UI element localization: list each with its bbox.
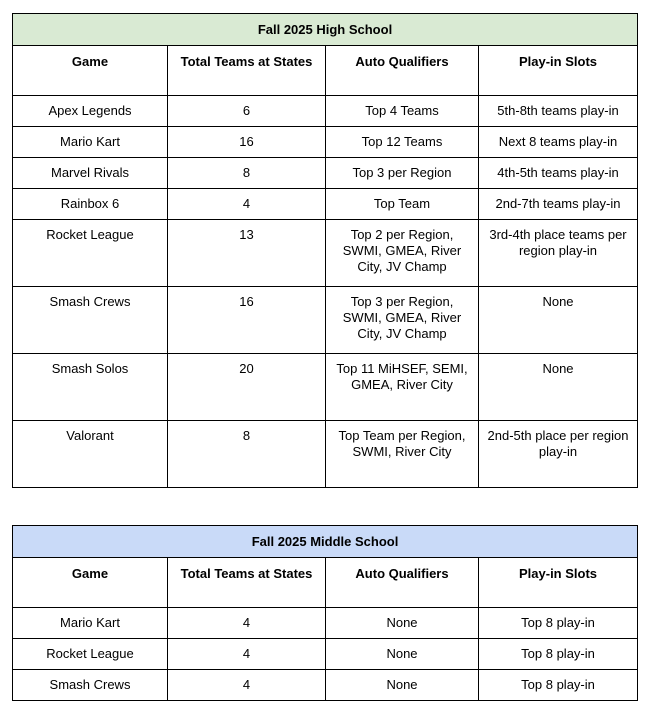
cell-playin-slots: None <box>479 354 638 421</box>
cell-playin-slots: 2nd-7th teams play-in <box>479 189 638 220</box>
table-row <box>13 526 638 558</box>
cell-total-teams: 4 <box>168 189 326 220</box>
cell-total-teams: 4 <box>168 608 326 639</box>
cell-total-teams: 4 <box>168 639 326 670</box>
high-school-table-title: Fall 2025 High School <box>13 14 638 46</box>
cell-auto-qualifiers: None <box>326 608 479 639</box>
table-row <box>13 639 638 670</box>
cell-game: Smash Crews <box>13 670 168 701</box>
table-row <box>13 158 638 189</box>
table-row <box>13 670 638 701</box>
cell-auto-qualifiers: Top 3 per Region, SWMI, GMEA, River City, JV Champ <box>326 287 479 354</box>
cell-game: Rainbox 6 <box>13 189 168 220</box>
cell-auto-qualifiers: Top 2 per Region, SWMI, GMEA, River City, JV Champ <box>326 220 479 287</box>
table-row <box>13 189 638 220</box>
cell-game: Mario Kart <box>13 608 168 639</box>
table-row <box>13 354 638 421</box>
cell-game: Rocket League <box>13 220 168 287</box>
column-header-auto-qualifiers: Auto Qualifiers <box>326 558 479 608</box>
column-header-total-teams: Total Teams at States <box>168 558 326 608</box>
middle-school-table <box>12 525 638 701</box>
cell-game: Valorant <box>13 421 168 488</box>
cell-playin-slots: 2nd-5th place per region play-in <box>479 421 638 488</box>
table-row <box>13 46 638 96</box>
cell-auto-qualifiers: Top 4 Teams <box>326 96 479 127</box>
high-school-table <box>12 13 638 488</box>
table-row <box>13 558 638 608</box>
table-row <box>13 421 638 488</box>
middle-school-table-title: Fall 2025 Middle School <box>13 526 638 558</box>
cell-game: Rocket League <box>13 639 168 670</box>
cell-playin-slots: 3rd-4th place teams per region play-in <box>479 220 638 287</box>
cell-auto-qualifiers: Top 11 MiHSEF, SEMI, GMEA, River City <box>326 354 479 421</box>
table-row <box>13 220 638 287</box>
column-header-playin-slots: Play-in Slots <box>479 558 638 608</box>
cell-total-teams: 4 <box>168 670 326 701</box>
cell-total-teams: 20 <box>168 354 326 421</box>
cell-auto-qualifiers: Top Team <box>326 189 479 220</box>
cell-game: Smash Crews <box>13 287 168 354</box>
cell-playin-slots: 5th-8th teams play-in <box>479 96 638 127</box>
cell-total-teams: 16 <box>168 127 326 158</box>
column-header-game: Game <box>13 558 168 608</box>
cell-game: Smash Solos <box>13 354 168 421</box>
cell-total-teams: 6 <box>168 96 326 127</box>
table-row <box>13 287 638 354</box>
table-row <box>13 608 638 639</box>
table-row <box>13 14 638 46</box>
column-header-playin-slots: Play-in Slots <box>479 46 638 96</box>
cell-playin-slots: None <box>479 287 638 354</box>
cell-playin-slots: 4th-5th teams play-in <box>479 158 638 189</box>
cell-total-teams: 16 <box>168 287 326 354</box>
table-row <box>13 96 638 127</box>
cell-playin-slots: Top 8 play-in <box>479 670 638 701</box>
cell-auto-qualifiers: None <box>326 639 479 670</box>
column-header-game: Game <box>13 46 168 96</box>
cell-auto-qualifiers: Top 12 Teams <box>326 127 479 158</box>
cell-auto-qualifiers: None <box>326 670 479 701</box>
column-header-auto-qualifiers: Auto Qualifiers <box>326 46 479 96</box>
cell-total-teams: 13 <box>168 220 326 287</box>
table-row <box>13 127 638 158</box>
cell-playin-slots: Top 8 play-in <box>479 639 638 670</box>
cell-playin-slots: Top 8 play-in <box>479 608 638 639</box>
cell-auto-qualifiers: Top 3 per Region <box>326 158 479 189</box>
cell-auto-qualifiers: Top Team per Region, SWMI, River City <box>326 421 479 488</box>
cell-total-teams: 8 <box>168 158 326 189</box>
cell-game: Apex Legends <box>13 96 168 127</box>
cell-total-teams: 8 <box>168 421 326 488</box>
cell-playin-slots: Next 8 teams play-in <box>479 127 638 158</box>
cell-game: Marvel Rivals <box>13 158 168 189</box>
cell-game: Mario Kart <box>13 127 168 158</box>
column-header-total-teams: Total Teams at States <box>168 46 326 96</box>
